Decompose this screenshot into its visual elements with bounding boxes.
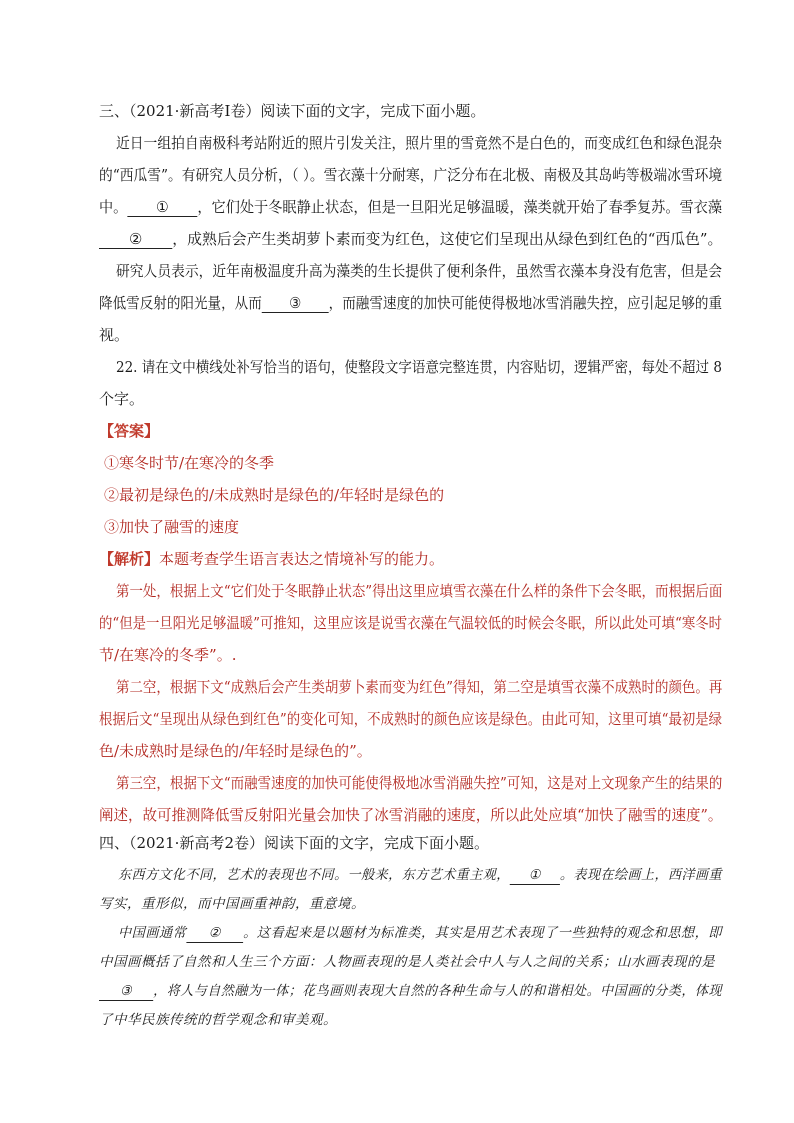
- section3-para1-line1: 近日一组拍自南极科考站附近的照片引发关注，照片里的雪竟然不是白色的，而变成红色和绿色混杂: [116, 134, 723, 152]
- section4-para2-line4: 了中华民族传统的哲学观念和审美观。: [99, 1012, 337, 1028]
- line-suffix: ，将人与自然融为一体；花鸟画则表现大自然的各种生命与人的和谐相处。中国画的分类，体现: [153, 983, 723, 999]
- analysis-intro: [99, 549, 444, 569]
- section3-para1-line4: [99, 229, 722, 249]
- section4-para2-line3: [99, 981, 722, 1001]
- analysis-1-line1: 第一处，根据上文“它们处于冬眠静止状态”得出这里应填雪衣藻在什么样的条件下会冬眠，而根据后面: [116, 582, 723, 600]
- answer-3: ③加快了融雪的速度: [104, 518, 240, 536]
- analysis-1-line2: 的“但是一旦阳光足够温暖”可推知，这里应该是说雪衣藻在气温较低的时候会冬眠，所以此处可填“寒冬时: [99, 614, 723, 632]
- analysis-intro-text: 本题考查学生语言表达之情境补写的能力。: [159, 550, 445, 568]
- analysis-2-line2: 根据后文“呈现出从绿色到红色”的变化可知，不成熟时的颜色应该是绿色。由此可知，这里可填“最初是绿: [99, 710, 723, 728]
- answer-2: ②最初是绿色的/未成熟时是绿色的/年轻时是绿色的: [104, 486, 445, 504]
- analysis-2-line1: 第二空，根据下文“成熟后会产生类胡萝卜素而变为红色”得知，第二空是填雪衣藻不成熟时的颜色。再: [116, 678, 723, 696]
- section4-para2-line2: 中国画概括了自然和人生三个方面：人物画表现的是人类社会中人与人之间的关系；山水画表现的是: [99, 954, 715, 970]
- line-suffix: 。这看起来是以题材为标准类，其实是用艺术表现了一些独特的观念和思想，即: [243, 925, 722, 941]
- line-suffix: 。表现在绘画上，西洋画重: [559, 867, 723, 883]
- section3-para1-line3: [99, 197, 722, 217]
- line-prefix: 中国画通常: [118, 925, 187, 941]
- line-suffix: ，成熟后会产生类胡萝卜素而变为红色，这使它们呈现出从绿色到红色的“西瓜色”。: [172, 230, 723, 248]
- line-prefix: 降低雪反射的阳光量，从而: [99, 294, 262, 312]
- question-22-line2: 个字。: [99, 390, 145, 408]
- section3-para2-line1: 研究人员表示，近年南极温度升高为藻类的生长提供了便利条件，虽然雪衣藻本身没有危害，但是会: [116, 262, 723, 280]
- section4-para1-line2: 写实，重形似，而中国画重神韵，重意境。: [99, 896, 365, 912]
- analysis-1-line3: 节/在寒冷的冬季”。.: [99, 646, 237, 664]
- analysis-2-line3: 色/未成熟时是绿色的/年轻时是绿色的”。: [99, 742, 372, 760]
- blank-1: ①: [510, 867, 560, 885]
- line-prefix: 东西方文化不同，艺术的表现也不同。一般来，东方艺术重主观，: [118, 867, 510, 883]
- section4-para1-line1: [118, 865, 722, 885]
- section3-para1-line2: 的“西瓜雪”。有研究人员分析，（ ）。雪衣藻十分耐寒，广泛分布在北极、南极及其岛屿等极端冰雪环境: [99, 166, 723, 184]
- section3-para2-line2: [99, 293, 722, 313]
- blank-2: ②: [99, 231, 172, 249]
- question-22-line1: 22. 请在文中横线处补写恰当的语句，使整段文字语意完整连贯，内容贴切，逻辑严密，每处不超过 8: [116, 358, 722, 376]
- blank-3: ③: [262, 295, 329, 313]
- line-suffix: ，而融雪速度的加快可能使得极地冰雪消融失控，应引起足够的重: [328, 294, 723, 312]
- blank-2: ②: [186, 925, 243, 943]
- section4-para2-line1: [118, 923, 722, 943]
- blank-1: ①: [127, 199, 197, 217]
- analysis-heading: 【解析】: [99, 550, 160, 568]
- answer-1: ①寒冬时节/在寒冷的冬季: [104, 454, 275, 472]
- line-suffix: ，它们处于冬眠静止状态，但是一旦阳光足够温暖，藻类就开始了春季复苏。雪衣藻: [197, 198, 723, 216]
- section3-title: 三、（2021·新高考Ⅰ卷）阅读下面的文字，完成下面小题。: [99, 102, 486, 120]
- section3-para2-line3: 视。: [99, 326, 130, 344]
- line-prefix: 中。: [99, 198, 128, 216]
- analysis-3-line2: 阐述，故可推测降低雪反射阳光量会加快了冰雪消融的速度，所以此处应填“加快了融雪的速度”。: [99, 806, 723, 824]
- blank-3: ③: [99, 983, 153, 1001]
- analysis-3-line1: 第三空，根据下文“而融雪速度的加快可能使得极地冰雪消融失控”可知，这是对上文现象产生的结果的: [116, 774, 723, 792]
- section4-title: 四、（2021·新高考2卷）阅读下面的文字，完成下面小题。: [99, 834, 489, 852]
- answer-heading: 【答案】: [99, 422, 160, 440]
